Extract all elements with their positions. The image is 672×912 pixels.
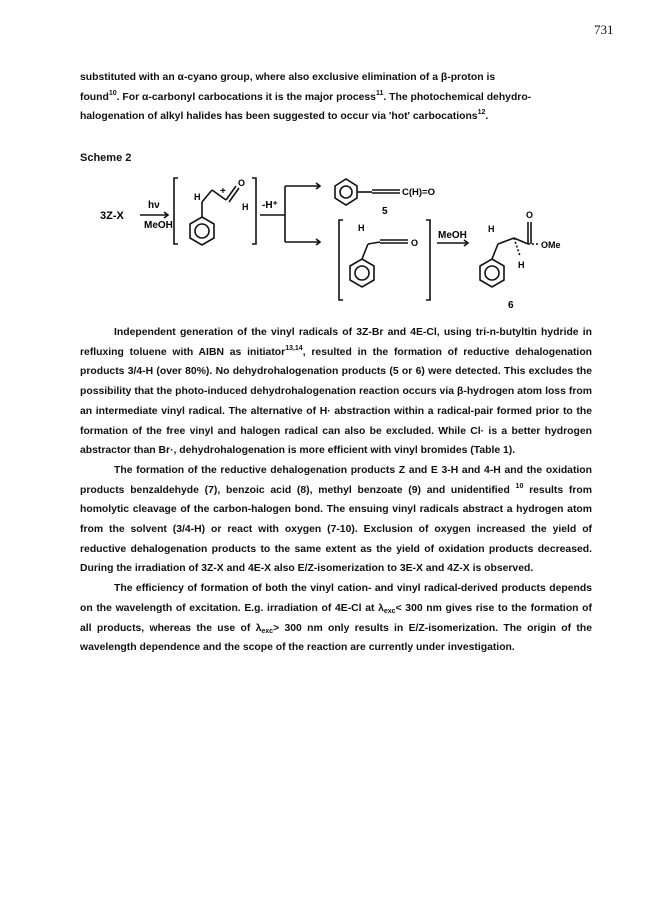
irradiation-label: hν [148,200,160,211]
hydrogen-label: H [194,192,201,202]
intro-line-3: halogenation of alkyl halides has been suggested to occur via 'hot' carbocations$^{12}$. [80,109,489,123]
reaction-scheme [80,162,600,312]
ketene-oxygen-label: O [411,238,419,248]
benzene-ring [480,259,504,287]
reference-marker: 10 [108,89,117,97]
compound-5-label: 5 [382,206,388,217]
reference-marker: 13,14 [285,344,303,352]
reactant-label: 3Z-X [100,210,124,222]
charge-label: + [220,186,226,197]
carbonyl-oxygen-label: O [526,210,534,220]
intro-paragraph [80,68,592,127]
compound-6-label: 6 [508,300,514,311]
right-bracket [426,220,430,300]
hydrogen-label: H [488,224,495,234]
hydrogen-label: H [242,202,249,212]
intro-line-2: found$^{10}$. For α-carbonyl carbocations it is the major process$^{11}$. The photochemical dehydro- [80,89,532,103]
reference-marker: 10 [515,482,524,490]
intro-line-1: substituted with an α-cyano group, where also exclusive elimination of a β-proton is [80,72,496,83]
left-bracket [339,220,343,300]
aromatic-circle [195,224,209,238]
page-number: 731 [594,22,614,37]
hydrogen-label: H [518,260,525,270]
hydrogen-label: H [358,223,365,233]
benzene-ring [350,259,374,287]
methanol-label: MeOH [438,230,467,241]
reference-marker: 11 [375,89,384,97]
body-text [80,323,592,658]
subscript: exc [383,607,396,615]
scheme-label: Scheme 2 [80,152,132,164]
paragraph: The formation of the reductive dehalogenation products Z and E 3-H and 4-H and the oxidation products benzaldehyde (7), benzoic acid (8), methyl benzoate (9) and unidentified $^{10}$ results from homolytic cleavage of the carbon-halogen bond. The ensuing vinyl radicals abstract a hydrogen atom from the solvent (3/4-H) or react with oxygen (7-10). Exclusion of oxygen increased the yield of reductive dehalogenation products to the same extent as the yield of oxidation products decreased. During the irradiation of 3Z-X and 4E-X also E/Z-isomerization to 3E-X and 4Z-X is observed. [80,464,592,575]
deprotonation-label: -H⁺ [262,200,278,211]
benzene-ring [335,179,357,205]
left-bracket [174,178,178,244]
solvent-label: MeOH [144,220,173,231]
reference-marker: 12 [477,109,486,117]
aldehyde-label: C(H)=O [402,187,435,198]
paragraph: Independent generation of the vinyl radicals of 3Z-Br and 4E-Cl, using tri-n-butyltin hydride in refluxing toluene with AIBN as initiator$^{13,14}$, resulted in the formation of reductive dehalogenation products 3/4-H (over 80%). No dehydrohalogenation products (5 or 6) were detected. This excludes the possibility that the photo-induced dehydrohalogenation reaction occurs via β-hydrogen atom loss from an intermediate vinyl radical. The alternative of H· abstraction within a radical-pair formed prior to the formation of the free vinyl and halogen radical can also be excluded. While Cl· is a better hydrogen abstractor than Br·, dehydrohalogenation is more efficient with vinyl bromides (Table 1). [80,327,593,457]
right-bracket [252,178,256,244]
benzene-ring [190,217,214,245]
methoxy-label: OMe [541,240,561,250]
oxygen-label: O [238,178,246,188]
paragraph: The efficiency of formation of both the vinyl cation- and vinyl radical-derived products depends on the wavelength of excitation. E.g. irradiation of 4E-Cl at $\lambda_{exc}< 300$ nm gives rise to the formation of all products, whereas the use of $\lambda_{exc}> 300$ nm only results in E/Z-isomerization. The origin of the wavelength dependence and the scope of the reaction are currently under investigation. [80,583,592,654]
subscript: exc [261,627,274,635]
